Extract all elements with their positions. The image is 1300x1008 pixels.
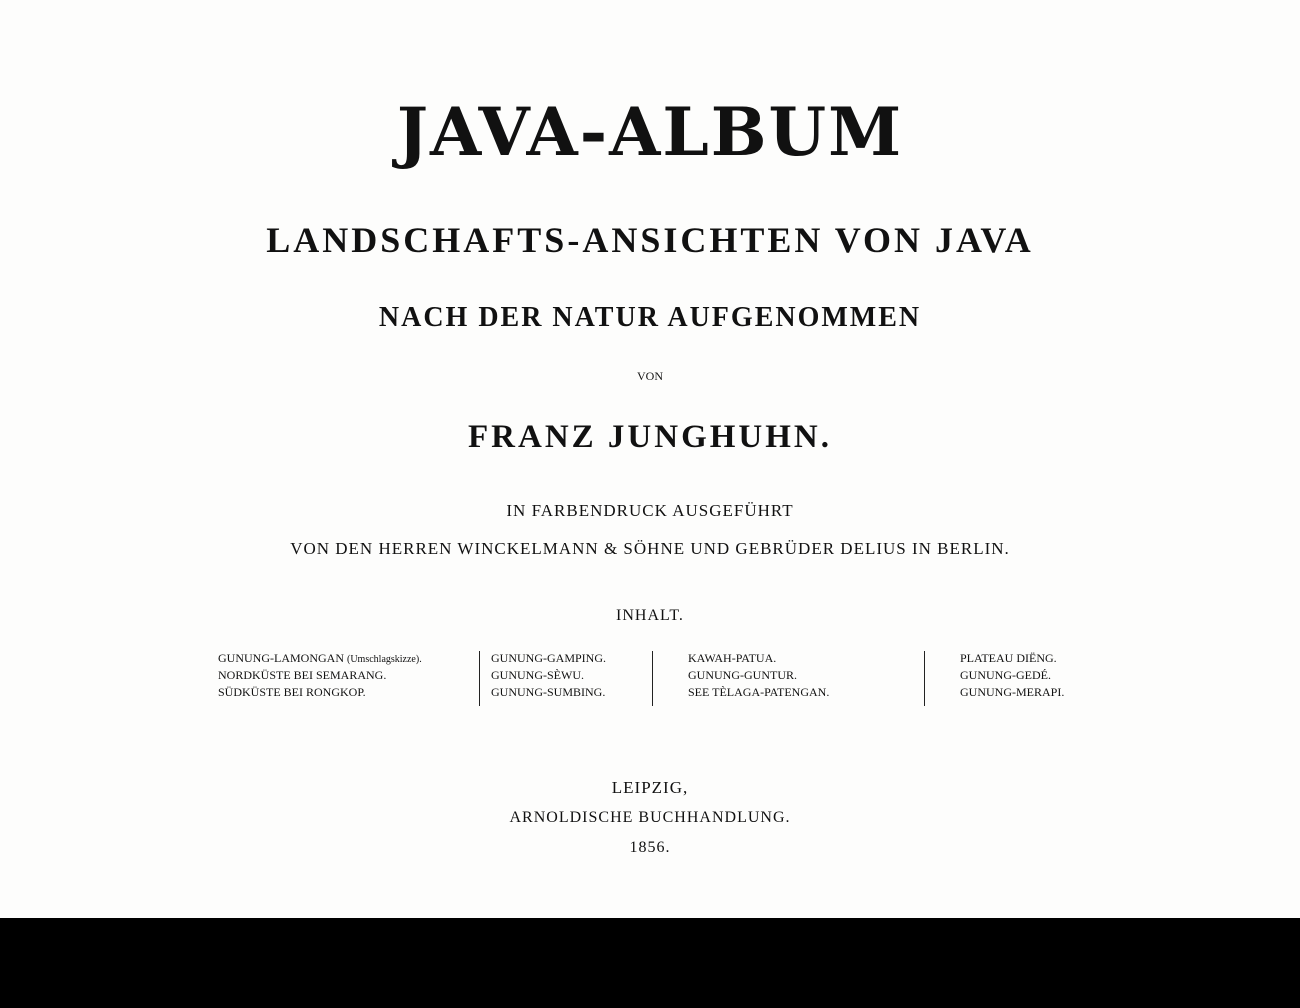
book-subtitle: LANDSCHAFTS-ANSICHTEN VON JAVA [266,220,1034,260]
list-item: PLATEAU DIËNG. [960,651,1057,665]
author-name: FRANZ JUNGHUHN. [468,419,832,455]
column-divider [652,651,653,706]
book-title: JAVA-ALBUM [396,93,904,171]
list-item: SEE TÈLAGA-PATENGAN. [688,685,830,699]
list-item: KAWAH-PATUA. [688,651,777,665]
contents-column-2 [491,650,651,701]
contents-column-3 [688,650,829,701]
list-item-text: GUNUNG-LAMONGAN [218,651,347,665]
imprint-publisher: ARNOLDISCHE BUCHHANDLUNG. [509,809,791,826]
imprint-city: LEIPZIG, [611,778,689,797]
list-item: GUNUNG-GEDÉ. [960,668,1051,682]
column-divider [924,651,925,706]
list-item-note: (Umschlagskizze). [347,654,422,665]
list-item: GUNUNG-SUMBING. [491,685,606,699]
list-item [218,650,422,667]
by-line: VON [637,369,663,383]
contents-column-4 [960,650,1064,701]
imprint-year: 1856. [629,839,671,856]
printing-note: IN FARBENDRUCK AUSGEFÜHRT [506,501,794,520]
contents-column-1 [218,650,422,701]
printers-line: VON DEN HERREN WINCKELMANN & SÖHNE UND GEBRÜDER DELIUS IN BERLIN. [290,539,1010,558]
list-item: NORDKÜSTE BEI SEMARANG. [218,668,387,682]
list-item: SÜDKÜSTE BEI RONGKOP. [218,685,366,699]
list-item: GUNUNG-GUNTUR. [688,668,797,682]
table-of-contents [0,650,1300,710]
contents-heading: INHALT. [616,607,684,624]
list-item: GUNUNG-MERAPI. [960,685,1065,699]
scan-border [0,918,1300,1008]
book-subtitle-secondary: NACH DER NATUR AUFGENOMMEN [378,302,922,333]
list-item: GUNUNG-GAMPING. [491,651,606,665]
list-item: GUNUNG-SÈWU. [491,668,584,682]
column-divider [479,651,480,706]
